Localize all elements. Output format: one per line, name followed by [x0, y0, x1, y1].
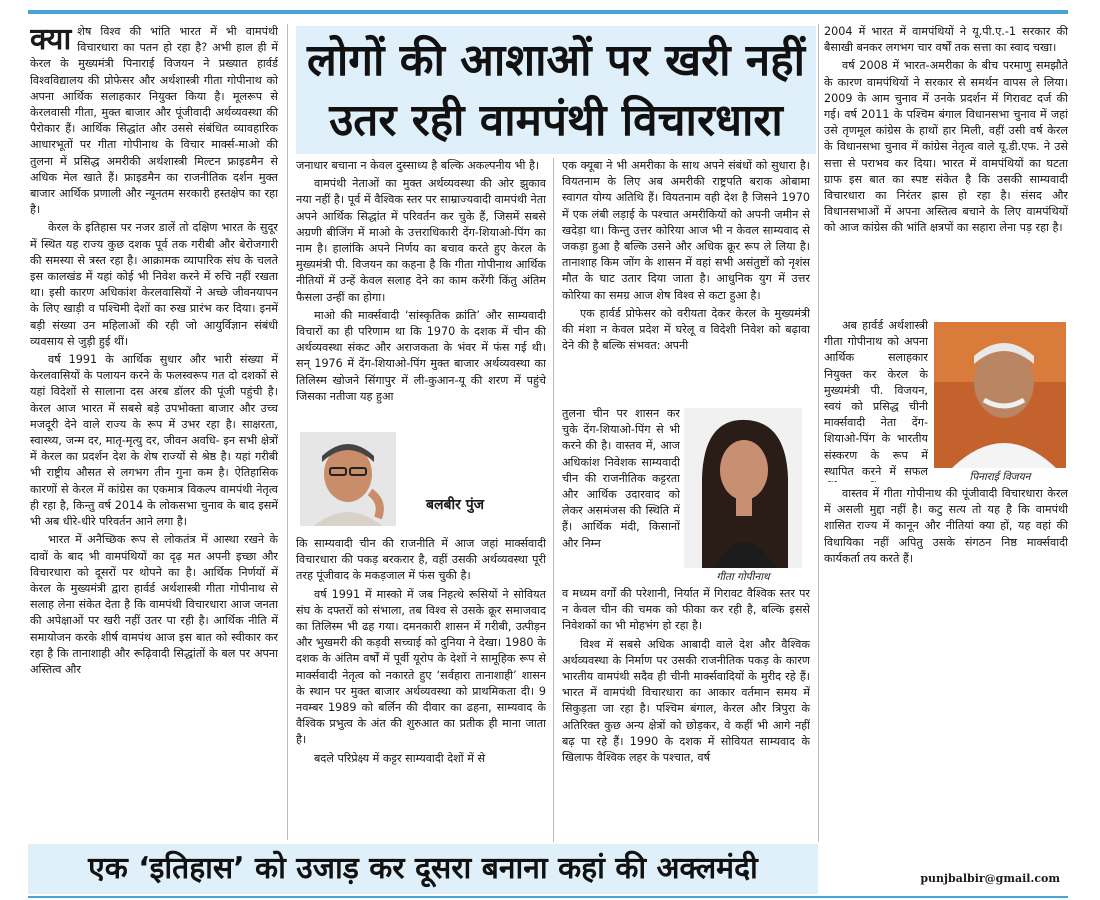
gita-caption: गीता गोपीनाथ — [716, 571, 770, 583]
col4-paragraph: वर्ष 2008 में भारत-अमरीका के बीच परमाणु समझौते के कारण वामपंथियों ने सरकार से समर्थन वापस ले लिया। 2009 के आम चुनाव में उनके प्रदर्शन में गिरावट दर्ज की गई। वर्ष 2011 के पश्चिम बंगाल विधानसभा चुनाव में जहां उसे तृणमूल कांग्रेस के हाथों हार मिली, वहीं उसी वर्ष केरल के विधानसभा चुनाव में कांग्रेस नेतृत्व वाले यू.डी.एफ. ने उसे सत्ता से पराभव कर दिया। भारत में वामपंथियों का घटता ग्राफ इस बात का स्पष्ट संकेत है कि उसकी साम्यवादी विचारधारा का निरंतर ह्रास हो रहा है। संसद और विधानसभाओं में अपना अस्तित्व बचाने के लिए वामपंथियों को आज कांग्रेस की भांति क्षत्रपों का सहारा लेना पड़ रहा है। — [824, 59, 1068, 235]
column-3-top — [562, 158, 810, 404]
pullquote-band — [28, 844, 818, 894]
col1-paragraph: वर्ष 1991 के आर्थिक सुधार और भारी संख्या में केरलवासियों के पलायन करने के फलस्वरूप गत दो दशकों से यहां विदेशों से सालाना दस अरब डॉलर की पूंजी पहुंची है। केरल आज भारत में सबसे बड़े उपभोक्ता बाजार और उच्च मजदूरी देने वाले राज्य के रूप में उभर रहा है। साक्षरता, स्वास्थ्य, जन्म दर, मातृ-मृत्यु दर, जीवन अवधि- इन सभी क्षेत्रों में केरल का प्रदर्शन देश के शेष राज्यों से श्रेष्ठ है। यहां गरीबी भी राष्ट्रीय औसत से लगभग तीन गुना कम है। ऐतिहासिक कारणों से केरल में कांग्रेस का एकमात्र विकल्प वामपंथी नेतृत्व ही रहा है, किन्तु वर्ष 2014 के लोकसभा चुनाव के बाद इसमें भी अब धीरे-धीरे परिवर्तन आने लगा है। — [30, 353, 278, 529]
column-divider — [553, 158, 554, 842]
col2-paragraph: जनाधार बचाना न केवल दुस्साध्य है बल्कि अकल्पनीय भी है। — [296, 159, 540, 172]
vijayan-caption: पिनाराई विजयन — [969, 471, 1031, 483]
col2-paragraph: बदले परिप्रेक्ष्य में कट्टर साम्यवादी देशों में से — [314, 751, 486, 765]
col1-paragraph: भारत में अनैच्छिक रूप से लोकतंत्र में आस्था रखने के दावों के बाद भी वामपंथियों का दृढ़ मत अपनी इच्छा और विचारधारा को दूसरों पर थोपने का है। आर्थिक निर्णयों में केरल के मुख्यमंत्री द्वारा हार्वर्ड अर्थशास्त्री गीता गोपीनाथ से सलाह लेना संकेत देता है कि वामपंथी विचारधारा आज जनता की अपेक्षाओं पर खरी नहीं उतर पा रही है। आर्थिक नीति में समायोजन करके शीर्ष वामपंथ आज इस बात को स्वीकार कर रहा है कि तानाशाही और रूढ़िवादी सिद्धांतों के बल पर अपना अस्तित्व और — [30, 533, 278, 676]
col4-paragraph: 2004 में भारत में वामपंथियों ने यू.पी.ए.-1 सरकार की बैसाखी बनकर लगभग चार वर्षों तक सत्ता का स्वाद चखा। — [824, 25, 1068, 55]
column-divider — [287, 24, 288, 840]
col3-paragraph: एक हार्वर्ड प्रोफेसर को वरीयता देकर केरल के मुख्यमंत्री की मंशा न केवल प्रदेश में घरेलू व विदेशी निवेश को बढ़ावा देने की है बल्कि संभवत: अपनी — [562, 306, 810, 353]
author-name: बलबीर पुंज — [426, 497, 485, 513]
headline-box — [296, 26, 816, 154]
vijayan-portrait-icon — [934, 322, 1066, 468]
author-email: punjbalbir@gmail.com — [920, 872, 1060, 885]
col3-paragraph: तुलना चीन पर शासन कर चुके देंग-शियाओ-पिंग से भी करने की है। वास्तव में, आज अधिकांश निवेशक साम्यवादी चीन की राजनीतिक कट्टरता और आर्थिक उदारवाद को लेकर असमंजस की स्थिति में हैं। आर्थिक मंदी, किसानों और निम्न — [562, 407, 680, 550]
col4-paragraph: अब हार्वर्ड अर्थशास्त्री गीता गोपीनाथ को अपना आर्थिक सलाहकार नियुक्त कर केरल के मुख्यमंत्री पी. विजयन, स्वयं को प्रसिद्ध चीनी मार्क्सवादी नेता देंग-शियाओ-पिंग के भारतीय संस्करण के रूप में स्थापित करने में सफल — [824, 319, 928, 478]
dropcap: क्या — [30, 24, 72, 57]
column-2-bottom — [296, 536, 546, 842]
col2-paragraph: वर्ष 1991 में मास्को में जब निहत्थे रूसियों ने सोवियत संघ के दफ्तरों को संभाला, तब विश्व से उसके क्रूर समाजवाद का तिलिस्म भी ढह गया। दमनकारी शासन में गरीबी, उत्पीड़न और भुखमरी की कड़वी सच्चाई को दुनिया ने देखा। 1980 के दशक के अंतिम वर्षों में पूर्वी यूरोप के देशों ने सामूहिक रूप से मार्क्सवादी नेतृत्व को नकारते हुए ‘सर्वहारा तानाशाही’ शासन के स्थान पर मुक्त बाजार अर्थव्यवस्था को प्राथमिकता दी। 9 नवम्बर 1989 को बर्लिन की दीवार का ढहना, साम्यवाद के वैश्विक प्रभुत्व के अंत की शुरुआत का प्रतीक ही माना जाता है। — [296, 587, 546, 747]
col1-paragraph: केरल के इतिहास पर नजर डालें तो दक्षिण भारत के सुदूर में स्थित यह राज्य कुछ दशक पूर्व तक गरीबी और बेरोजगारी की समस्या से त्रस्त रहा है। आक्रामक व्यापारिक संघ के चलते इस कालखंड में यहां कोई भी निवेश करने में रुचि नहीं रखता था। इसी कारण अधिकांश केरलवासियों ने अच्छे जीवनयापन के लिए खाड़ी व पश्चिमी देशों का रुख प्रारंभ कर दिया। इनमें बड़ी संख्या उन महिलाओं की रही जो आयुर्विज्ञान संबंधी व्यवसाय से जुड़ी हुई थीं। — [30, 221, 278, 348]
pullquote-text: एक ‘इतिहास’ को उजाड़ कर दूसरा बनाना कहां की अक्लमंदी — [88, 851, 758, 886]
gita-portrait-icon — [684, 408, 802, 568]
top-rule — [28, 10, 1068, 14]
col4-paragraph: वास्तव में गीता गोपीनाथ की पूंजीवादी विचारधारा केरल में असली मुद्दा नहीं है। कटु सत्य तो यह है कि वामपंथी शासित राज्य में कानून और नीतियां क्या हों, यह वहां की विधायिका नहीं अपितु उसके संगठन निष्ठ मार्क्सवादी कार्यकर्ता तय करते हैं। — [824, 487, 1068, 565]
column-4-narrow — [824, 318, 928, 482]
column-3-narrow — [562, 406, 680, 584]
author-portrait-icon — [300, 432, 396, 526]
col2-paragraph: वामपंथी नेताओं का मुक्त अर्थव्यवस्था की ओर झुकाव नया नहीं है। पूर्व में वैश्विक स्तर पर साम्राज्यवादी वामपंथी नेता अपने आर्थिक सिद्धांत में परिवर्तन कर चुके हैं, जिसमें सबसे अग्रणी बीजिंग में माओ के उत्तराधिकारी देंग-शियाओ-पिंग का नाम है। हालांकि अपने निर्णय का बचाव करते हुए केरल के मुख्यमंत्री पी. विजयन का कहना है कि गीता गोपीनाथ आर्थिक नीतियों में उन्हें केवल सलाह देने का काम करेंगी किंतु अंतिम फैसला उन्हीं का होगा। — [296, 177, 546, 304]
col2-paragraph: माओ की मार्क्सवादी ‘सांस्कृतिक क्रांति’ और साम्यवादी विचारों का ही परिणाम था कि 1970 के दशक में चीन की अर्थव्यवस्था संकट और अराजकता के भंवर में फंस गई थी। सन् 1976 में देंग-शियाओ-पिंग मुक्त बाजार अर्थव्यवस्था का तिलिस्म खोजने सिंगापुर में ली-कुआन-यू की शरण में पहुंचे जिसका नतीजा यह हुआ — [296, 308, 546, 403]
col3-paragraph: व मध्यम वर्गों की परेशानी, निर्यात में गिरावट वैश्विक स्तर पर न केवल चीन की चमक को फीका कर रही है, बल्कि इससे निवेशकों का भी मोहभंग हो रहा है। — [562, 587, 810, 633]
column-4-top — [824, 24, 1068, 316]
column-1 — [30, 24, 278, 844]
headline-line-1: लोगों की आशाओं पर खरी नहीं — [307, 35, 805, 86]
author-photo — [300, 432, 396, 526]
gita-gopinath-photo — [684, 408, 802, 568]
headline-line-2: उतर रही वामपंथी विचारधारा — [329, 95, 783, 146]
column-divider — [818, 24, 819, 842]
column-4-bottom — [824, 486, 1068, 866]
vijayan-photo — [934, 322, 1066, 468]
col1-paragraph: शेष विश्व की भांति भारत में भी वामपंथी विचारधारा का पतन हो रहा है? अभी हाल ही में केरल के मुख्यमंत्री पिनाराई विजयन ने प्रख्यात हार्वर्ड विश्वविद्यालय की प्रोफेसर और अर्थशास्त्री गीता गोपीनाथ को अपना आर्थिक सलाहकार नियुक्त किया है। मूलरूप से केरलवासी गीता, मुक्त बाजार और पूंजीवादी अर्थव्यवस्था की पैरोकार हैं। आर्थिक सिद्धांत और उससे संबंधित व्यावहारिक आधारभूतों पर गीता गोपीनाथ के विचार मार्क्स-माओ की तुलना में प्रसिद्ध अमरीकी अर्थशास्त्री मिल्टन फ्राइडमैन से अधिक मेल खाते हैं। फ्राइडमैन का राजनीतिक दर्शन मुक्त बाजार आर्थिक प्रणाली और न्यूनतम सरकारी हस्तक्षेप का रहा है। — [30, 25, 278, 217]
col3-paragraph: विश्व में सबसे अधिक आबादी वाले देश और वैश्विक अर्थव्यवस्था के निर्माण पर उसकी राजनीतिक पकड़ के कारण भारतीय वामपंथी सदैव ही चीनी मार्क्सवादियों के मुरीद रहे हैं। भारत में वामपंथी विचारधारा का आकार वर्तमान समय में सिकुड़ता जा रहा है। पश्चिम बंगाल, केरल और त्रिपुरा के अतिरिक्त कुछ अन्य क्षेत्रों को छोड़कर, वे कहीं भी आगे नहीं बढ़ पा रहे हैं। 1990 के दशक में सोवियत साम्यवाद के खिलाफ वैश्विक लहर के पश्चात, वर्ष — [562, 637, 810, 765]
bottom-rule — [28, 896, 1068, 898]
col2-paragraph: कि साम्यवादी चीन की राजनीति में आज जहां मार्क्सवादी विचारधारा की पकड़ बरकरार है, वहीं उसकी अर्थव्यवस्था पूरी तरह पूंजीवाद के मकड़जाल में फंस चुकी है। — [296, 537, 546, 583]
col3-paragraph: एक क्यूबा ने भी अमरीका के साथ अपने संबंधों को सुधारा है। वियतनाम के लिए अब अमरीकी राष्ट्रपति बराक ओबामा स्वागत योग्य अतिथि हैं। वियतनाम वही देश है जिसने 1970 में एक लंबी लड़ाई के पश्चात अमरीकियों को अपनी जमीन से खदेड़ा था। किन्तु उत्तर कोरिया आज भी न केवल साम्यवाद से जकड़ा हुआ है बल्कि उसने और अधिक क्रूर रूप ले लिया है। तानाशाह किम जोंग के शासन में वहां सभी असंतुष्टों को नृशंस मौत के घाट उतार दिया जाता है। आधुनिक युग में उत्तर कोरिया का समग्र आज शेष विश्व से कटा हुआ है। — [562, 159, 810, 302]
column-3-bottom — [562, 586, 810, 842]
